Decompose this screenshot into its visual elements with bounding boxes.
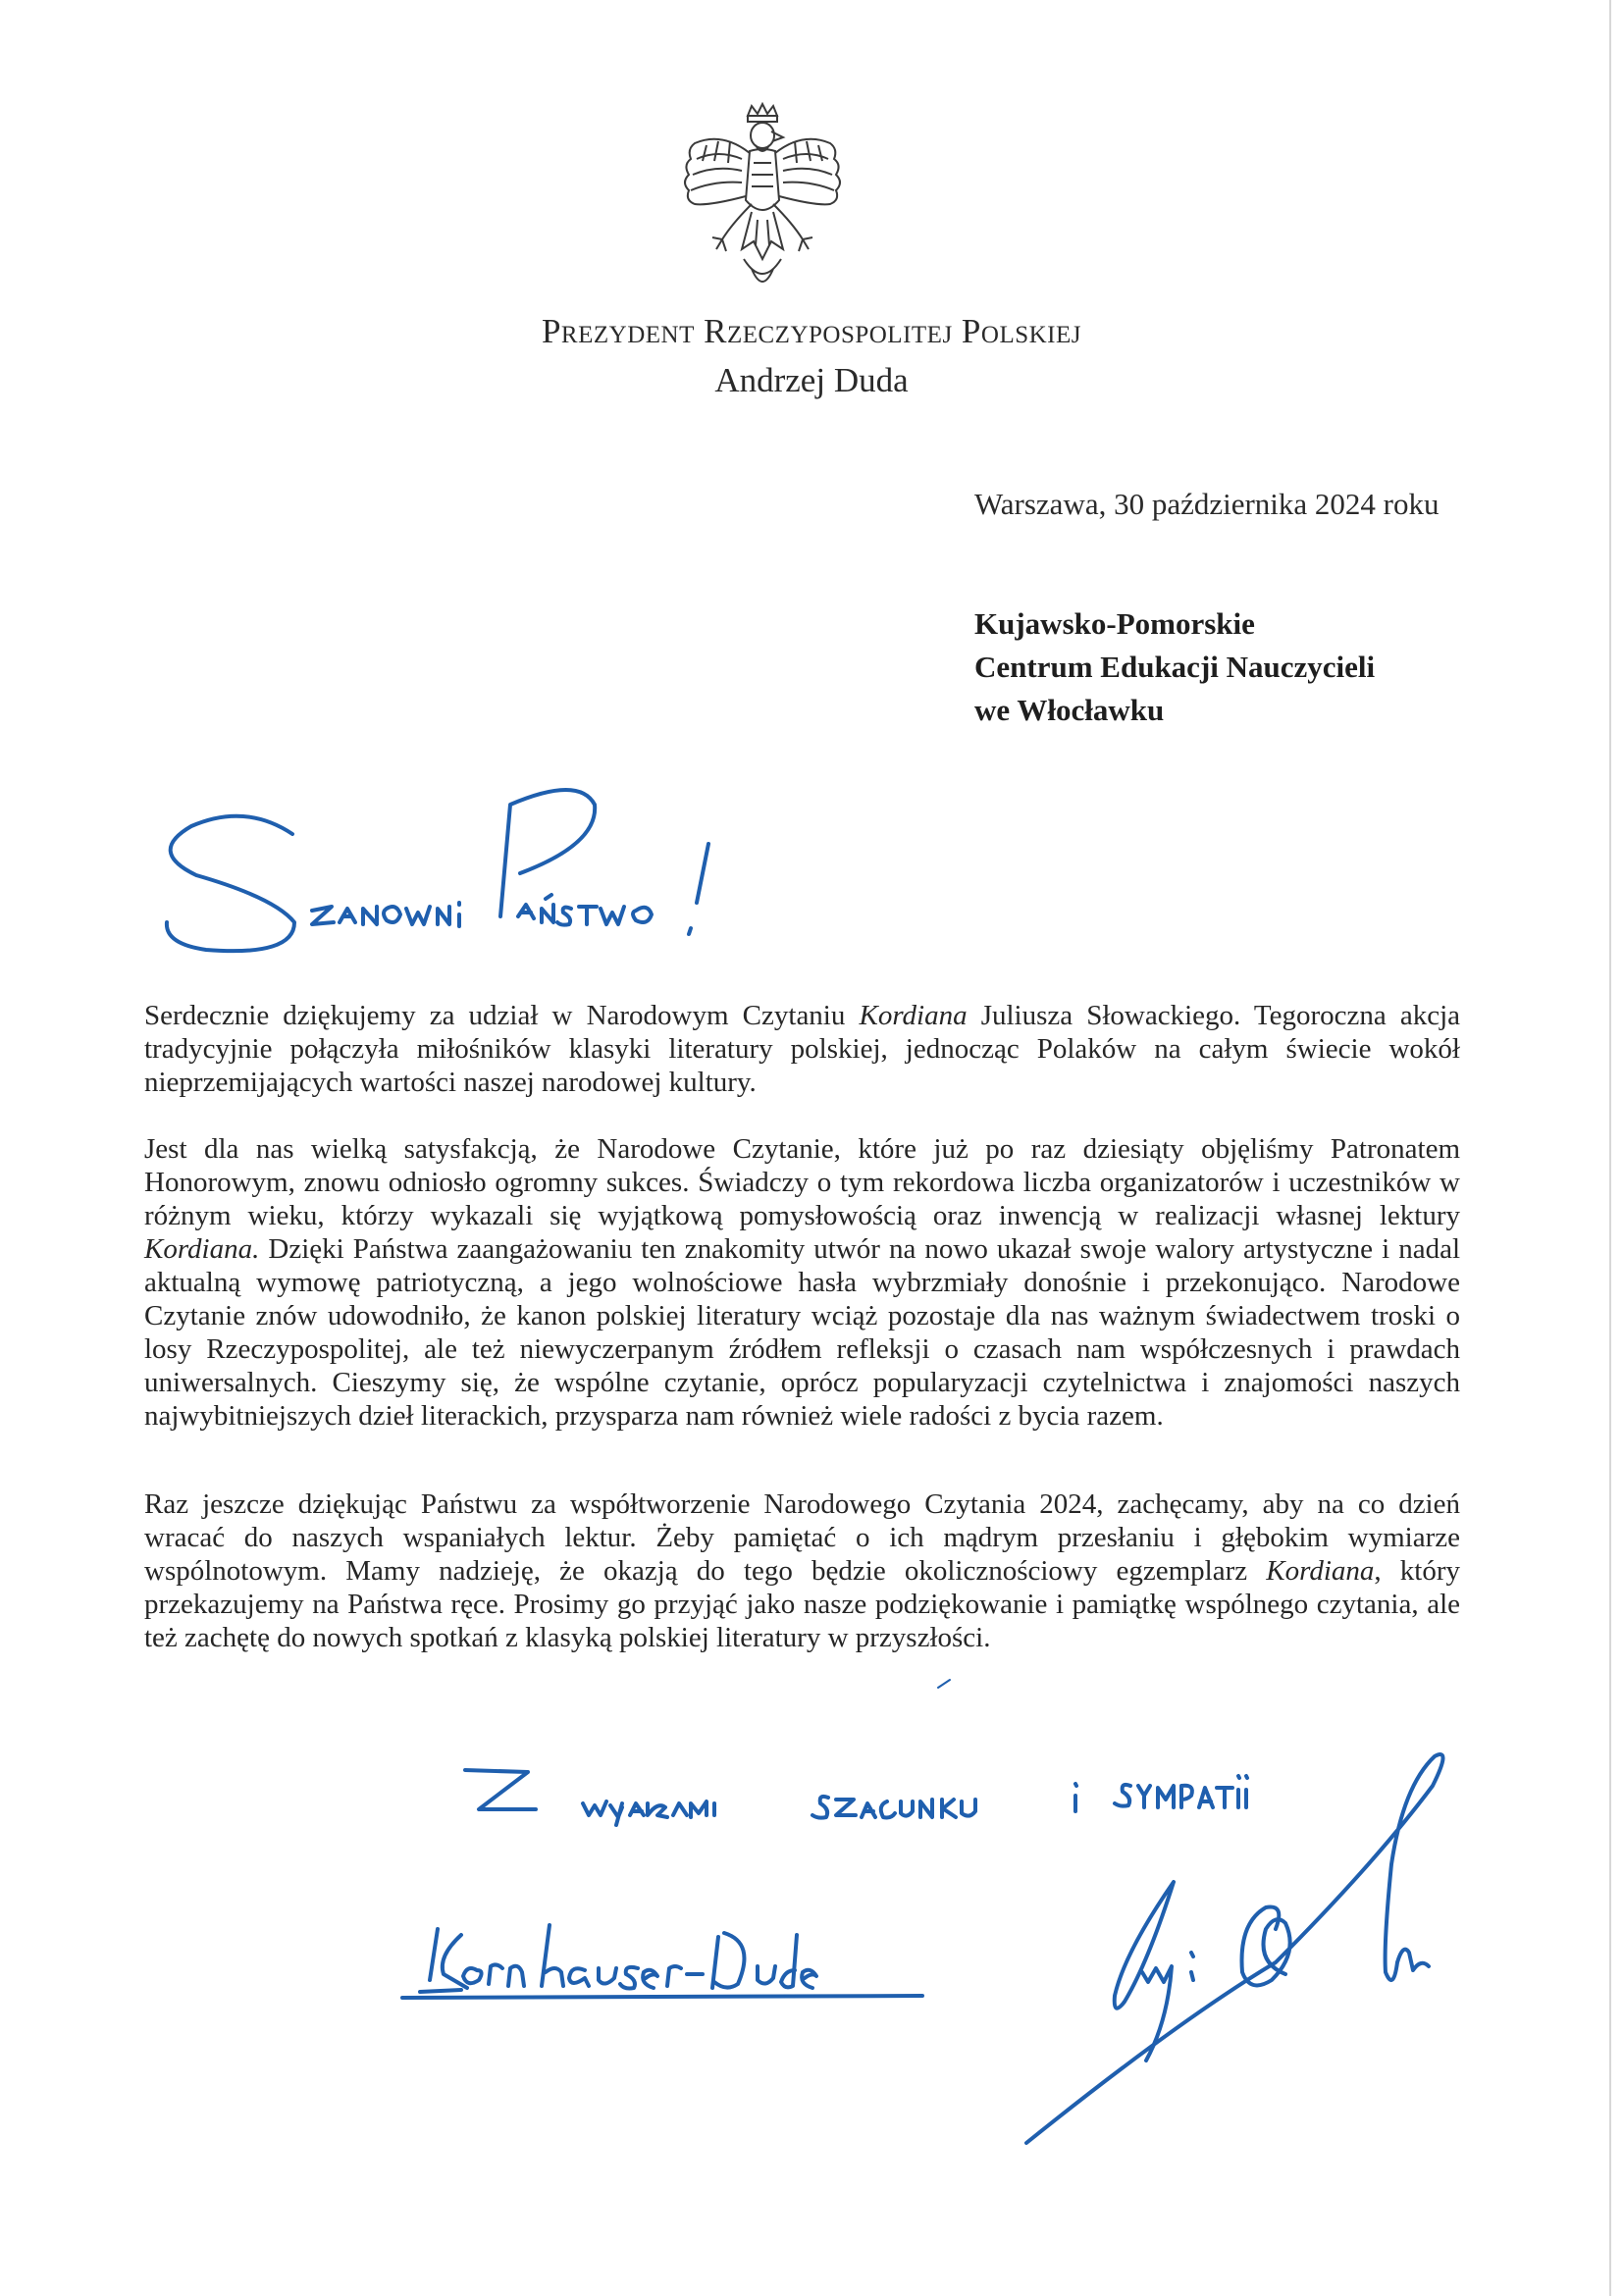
recipient-line-1: Kujawsko-Pomorskie — [974, 606, 1255, 641]
signature-kornhauser-duda — [402, 1925, 922, 1998]
paragraph-3 — [144, 1487, 1460, 1654]
handwritten-closing — [465, 1770, 1247, 1825]
signature-president — [1026, 1754, 1443, 2143]
office-title: Prezydent Rzeczypospolitej Polskiej — [541, 312, 1082, 350]
paragraph-1-text-b: Juliusza Słowackiego. Tegoroczna akcja tradycyjnie połączyła miłośników klasyki literatury polskiej, jednocząc Polaków na całym świecie wokół nieprzemijających wartości naszej narodowej kultury. — [144, 1000, 1460, 1098]
letter-date: Warszawa, 30 października 2024 roku — [974, 487, 1440, 521]
paragraph-3-text-a: Raz jeszcze dziękując Państwu za współtworzenie Narodowego Czytania 2024, zachęcamy, aby na co dzień wracać do naszych wspaniałych lektur. Żeby pamiętać o ich mądrym przesłaniu i głębokim wymiarze wspólnotowym. Mamy nadzieję, że okazją do tego będzie okolicznościowy egzemplarz — [144, 1488, 1460, 1587]
president-name: Andrzej Duda — [714, 361, 909, 399]
recipient-line-2: Centrum Edukacji Nauczycieli — [974, 650, 1376, 684]
handwritten-salutation — [167, 790, 708, 951]
paragraph-2 — [144, 1132, 1460, 1433]
paragraph-1-title: Kordiana — [859, 1000, 968, 1031]
paragraph-1-text-a: Serdecznie dziękujemy za udział w Narodowym Czytaniu — [144, 1000, 860, 1031]
paragraph-2-title: Kordiana. — [144, 1233, 260, 1265]
paragraph-2-text-a: Jest dla nas wielką satysfakcją, że Narodowe Czytanie, które już po raz dziesiąty objęliśmy Patronatem Honorowym, znowu odniosło ogromny sukces. Świadczy o tym rekordowa liczba organizatorów i uczestników w różnym wieku, którzy wykazali się wyjątkową pomysłowością oraz inwencją w realizacji własnej lektury — [144, 1133, 1460, 1231]
recipient-line-3: we Włocławku — [974, 693, 1165, 727]
paragraph-2-text-b: Dzięki Państwa zaangażowaniu ten znakomity utwór na nowo ukazał swoje walory artystyczne i nadal aktualną wymowę patriotyczną, a jego wolnościowe hasła wybrzmiały donośnie i przekonująco. Narodowe Czytanie znów udowodniło, że kanon polskiej literatury wciąż pozostaje dla nas ważnym świadectwem troski o losy Rzeczypospolitej, ale też niewyczerpanym źródłem refleksji o czasach nam współczesnych i prawdach uniwersalnych. Cieszymy się, że wspólne czytanie, oprócz popularyzacji czytelnictwa i znajomości naszych najwybitniejszych dzieł literackich, przysparza nam również wiele radości z bycia razem. — [144, 1233, 1460, 1432]
pen-mark — [938, 1680, 950, 1688]
polish-eagle-emblem-icon — [673, 102, 852, 302]
paragraph-3-text-b: , który przekazujemy na Państwa ręce. Prosimy go przyjąć jako nasze podziękowanie i pamiątkę wspólnego czytania, ale też zachętę do nowych spotkań z klasyką polskiej literatury w przyszłości. — [144, 1555, 1460, 1653]
paragraph-3-title: Kordiana — [1266, 1555, 1375, 1587]
recipient-address — [974, 602, 1375, 732]
paragraph-1 — [144, 999, 1460, 1099]
